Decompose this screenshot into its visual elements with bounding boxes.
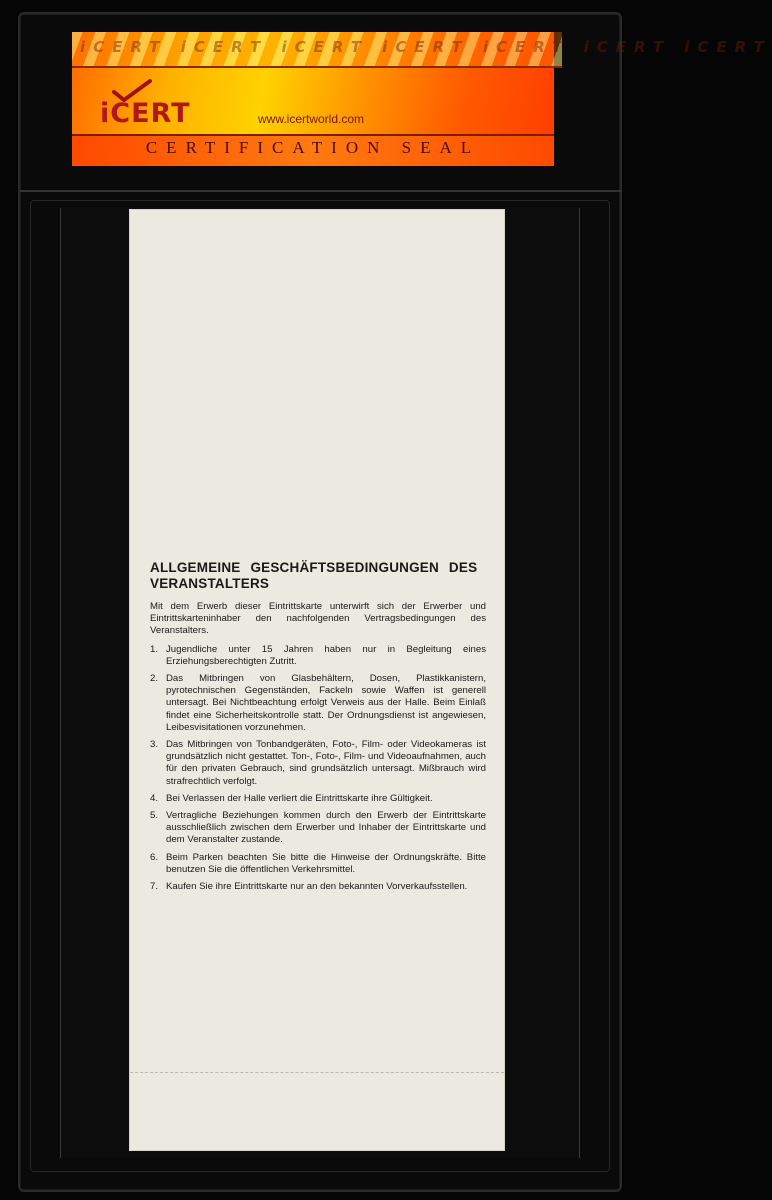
item-number: 4.: [150, 792, 159, 804]
ticket: [130, 210, 504, 1150]
list-item: [150, 644, 486, 668]
perforation-line: [130, 1072, 504, 1073]
seal-url: www.icertworld.com: [258, 112, 365, 126]
list-item: [150, 673, 486, 734]
item-text: Vertragliche Beziehungen kommen durch den Erwerb der Eintrittskarte ausschließlich zwischen dem Erwerber und Inhaber der Eintrittskarte und dem Veranstalter zustande.: [166, 810, 486, 846]
terms-intro: Mit dem Erwerb dieser Eintrittskarte unterwirft sich der Erwerber und Eintrittskarteninhaber den nachfolgenden Vertragsbedingungen des Veranstalters.: [150, 601, 486, 637]
item-text: Kaufen Sie ihre Eintrittskarte nur an den bekannten Vorverkaufsstellen.: [166, 881, 468, 893]
terms-list: [150, 644, 486, 894]
list-item: [150, 852, 486, 876]
list-item: [150, 793, 486, 805]
seal-brand-logo: iCERT: [100, 98, 191, 129]
certification-seal: [72, 32, 772, 164]
terms-heading: ALLGEMEINE GESCHÄFTSBEDINGUNGEN DES VERANSTALTERS: [150, 560, 478, 591]
seal-band-text: CERTIFICATION SEAL: [145, 138, 481, 157]
item-text: Beim Parken beachten Sie bitte die Hinweise der Ordnungskräfte. Bitte benutzen Sie die öffentlichen Verkehrsmittel.: [166, 851, 486, 875]
list-item: [150, 881, 486, 893]
item-text: Das Mitbringen von Glasbehältern, Dosen, Plastikkanistern, pyrotechnischen Gegenständen, Fackeln sowie Waffen ist generell untersagt. Bei Nichtbeachtung erfolgt Verweis aus der Halle. Beim Einlaß findet eine Sicherheitskontrolle statt. Der Ordnungsdienst ist angewiesen, Leibesvisitationen vorzunehmen.: [166, 673, 486, 733]
item-text: Bei Verlassen der Halle verliert die Eintrittskarte ihre Gültigkeit.: [166, 792, 433, 804]
item-number: 7.: [150, 881, 159, 893]
item-number: 2.: [150, 673, 159, 685]
slab-divider: [20, 190, 622, 192]
item-number: 6.: [150, 851, 159, 863]
item-text: Jugendliche unter 15 Jahren haben nur in Begleitung eines Erziehungsberechtigten Zutritt.: [166, 643, 486, 667]
list-item: [150, 810, 486, 847]
seal-hologram-pattern: iCERT iCERT iCERT iCERT iCERT iCERT iCERT: [72, 32, 562, 68]
item-number: 1.: [150, 643, 159, 655]
item-number: 5.: [150, 810, 159, 822]
item-number: 3.: [150, 739, 159, 751]
terms-section: [150, 560, 486, 898]
list-item: [150, 739, 486, 788]
item-text: Das Mitbringen von Tonbandgeräten, Foto-, Film- oder Videokameras ist grundsätzlich nicht gestattet. Ton-, Foto-, Film- und Videoaufnahmen, auch für den privaten Gebrauch, sind grundsätzlich untersagt. Mißbrauch wird strafrechtlich verfolgt.: [166, 739, 486, 787]
